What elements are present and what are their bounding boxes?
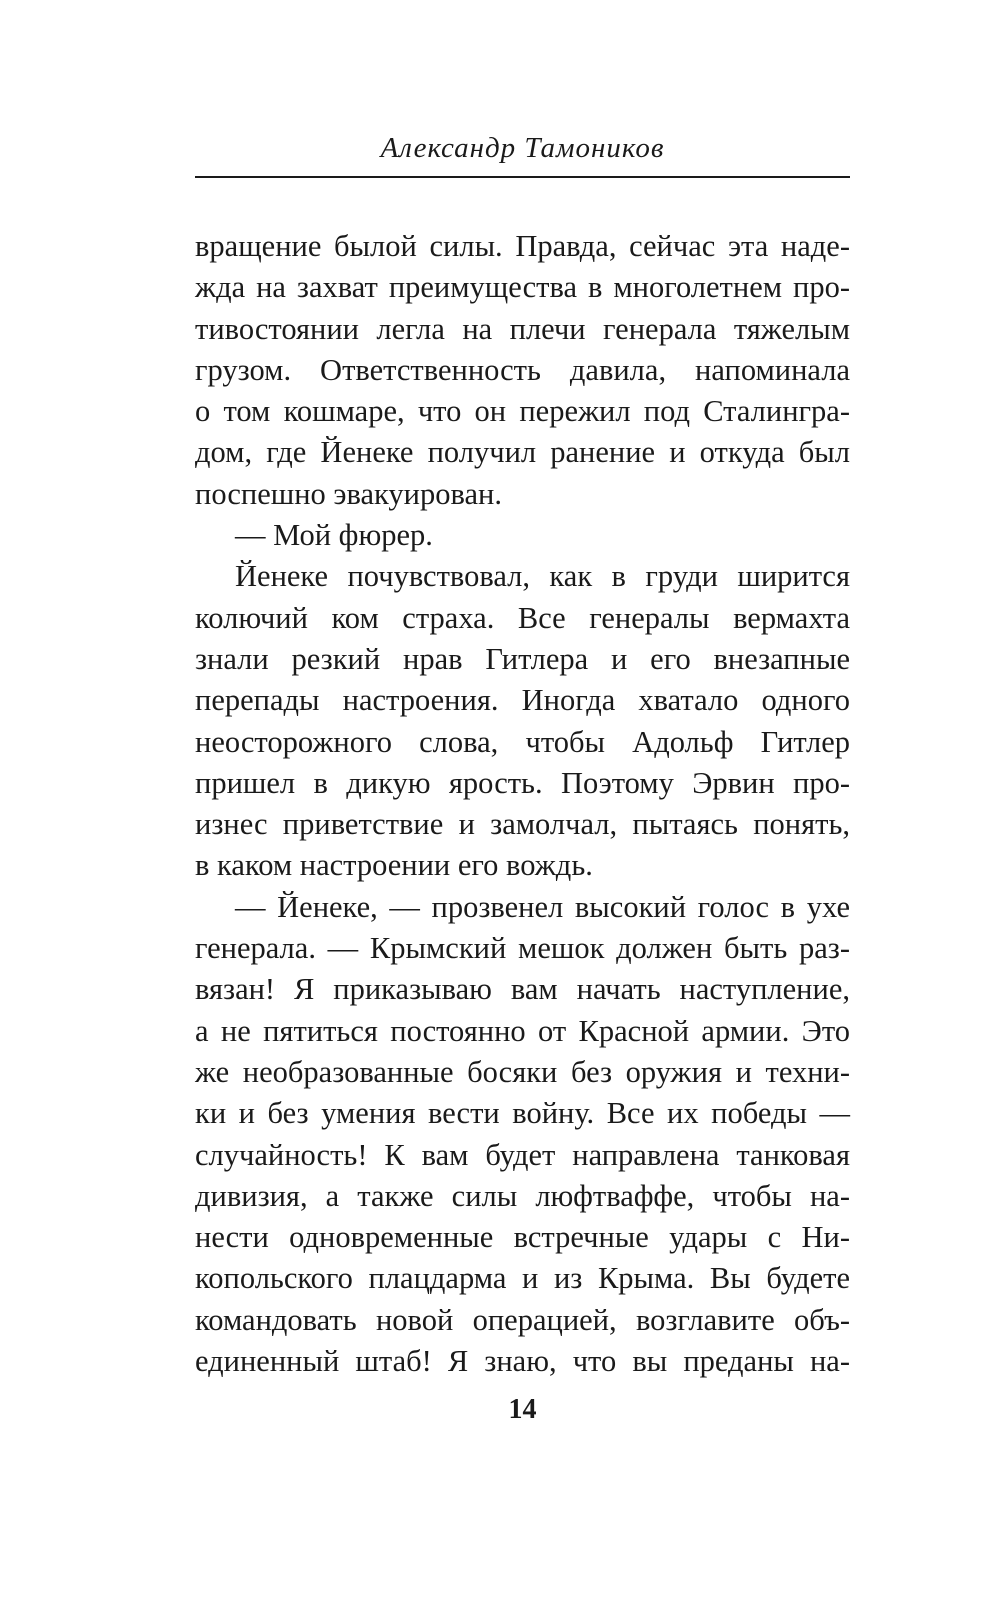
text-line: копольского плацдарма и из Крыма. Вы будете (195, 1261, 850, 1296)
text-line: же необразованные босяки без оружия и техни- (195, 1054, 850, 1089)
text-line: — Йенеке, — прозвенел высокий голос в ухе (235, 889, 850, 924)
text-line: ки и без умения вести войну. Все их победы — (195, 1096, 850, 1131)
body-text (195, 226, 850, 1382)
text-line: вязан! Я приказываю вам начать наступление, (195, 972, 850, 1007)
text-line: грузом. Ответственность давила, напоминала (195, 352, 850, 387)
text-line: единенный штаб! Я знаю, что вы преданы на- (195, 1344, 850, 1379)
text-line: знали резкий нрав Гитлера и его внезапные (195, 641, 850, 676)
text-line: дивизия, а также силы люфтваффе, чтобы на- (195, 1178, 850, 1213)
page-number: 14 (508, 1394, 537, 1425)
text-line: а не пятиться постоянно от Красной армии. Это (195, 1013, 850, 1048)
text-line: колючий ком страха. Все генералы вермахта (195, 600, 850, 635)
text-line: командовать новой операцией, возглавите объ- (195, 1302, 850, 1337)
text-line: в каком настроении его вождь. (195, 848, 593, 883)
header-rule (195, 176, 850, 178)
text-line: — Мой фюрер. (235, 518, 433, 553)
text-line: Йенеке почувствовал, как в груди ширится (235, 559, 850, 594)
text-line: жда на захват преимущества в многолетнем про- (195, 270, 850, 305)
text-line: о том кошмаре, что он пережил под Сталингра- (195, 394, 850, 429)
text-line: тивостоянии легла на плечи генерала тяжелым (195, 311, 850, 346)
text-line: случайность! К вам будет направлена танковая (195, 1137, 850, 1172)
text-line: поспешно эвакуирован. (195, 476, 502, 511)
text-line: перепады настроения. Иногда хватало одного (195, 683, 850, 718)
text-line: нести одновременные встречные удары с Ни- (195, 1220, 850, 1255)
text-line: дом, где Йенеке получил ранение и откуда был (195, 435, 850, 470)
text-line: изнес приветствие и замолчал, пытаясь понять, (195, 807, 850, 842)
text-line: пришел в дикую ярость. Поэтому Эрвин про- (195, 765, 850, 800)
text-line: вращение былой силы. Правда, сейчас эта наде- (195, 229, 850, 263)
text-line: неосторожного слова, чтобы Адольф Гитлер (195, 724, 850, 759)
running-head: Александр Тамоников (380, 132, 665, 164)
text-line: генерала. — Крымский мешок должен быть раз- (195, 931, 850, 966)
